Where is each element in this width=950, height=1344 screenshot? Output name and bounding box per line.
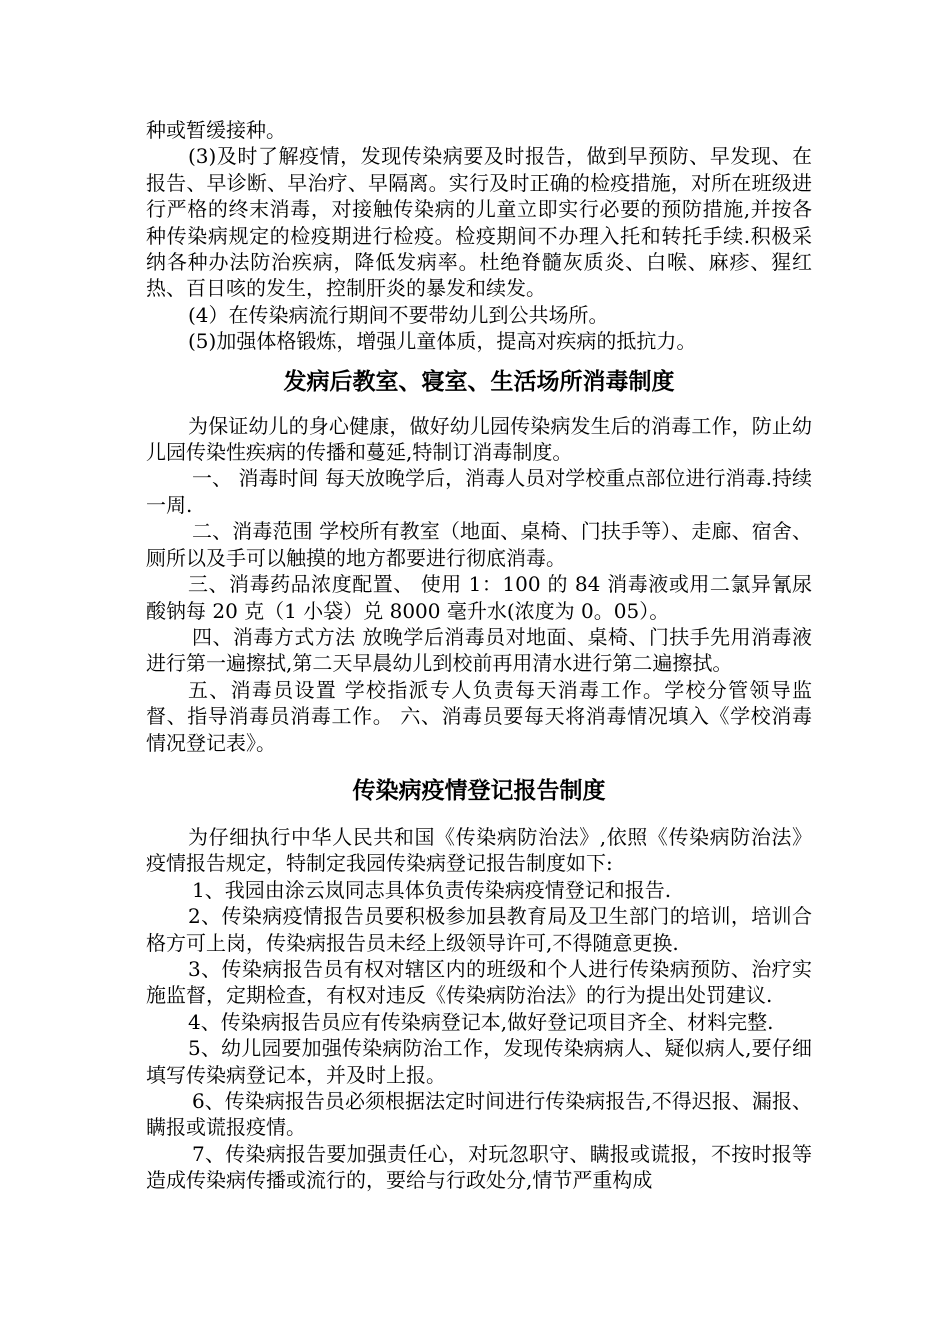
paragraph: (4）在传染病流行期间不要带幼儿到公共场所。 [188, 302, 609, 327]
intro-section [146, 117, 812, 355]
section-heading-reporting: 传染病疫情登记报告制度 [352, 777, 606, 804]
paragraph: (5)加强体格锻炼，增强儿童体质，提高对疾病的抵抗力。 [188, 329, 697, 354]
reporting-section [146, 824, 812, 1194]
paragraph: 一、 消毒时间 每天放晚学后，消毒人员对学校重点部位进行消毒.持续一周. [146, 466, 812, 517]
paragraph: 3、传染病报告员有权对辖区内的班级和个人进行传染病预防、治疗实施监督，定期检查，有权对违反《传染病防治法》的行为提出处罚建议. [146, 956, 812, 1008]
paragraph: 1、我园由涂云岚同志具体负责传染病疫情登记和报告. [192, 877, 672, 902]
paragraph: 5、幼儿园要加强传染病防治工作，发现传染病病人、疑似病人,要仔细填写传染病登记本，并及时上报。 [146, 1036, 812, 1087]
paragraph: 三、消毒药品浓度配置、 使用 1：100 的 84 消毒液或用二氯异氰尿酸钠每 20 克（1 小袋）兑 8000 毫升水(浓度为 0。05）。 [146, 572, 812, 623]
paragraph: 2、传染病疫情报告员要积极参加县教育局及卫生部门的培训，培训合格方可上岗，传染病报告员未经上级领导许可,不得随意更换. [146, 904, 812, 955]
paragraph: 6、传染病报告员必须根据法定时间进行传染病报告,不得迟报、漏报、瞒报或谎报疫情。 [146, 1089, 812, 1140]
paragraph: 4、传染病报告员应有传染病登记本,做好登记项目齐全、材料完整. [188, 1009, 774, 1034]
paragraph: 四、消毒方式方法 放晚学后消毒员对地面、桌椅、门扶手先用消毒液进行第一遍擦拭,第二天早晨幼儿到校前再用清水进行第二遍擦拭。 [146, 624, 812, 676]
disinfection-section [146, 413, 812, 756]
paragraph: 7、传染病报告要加强责任心，对玩忽职守、瞒报或谎报，不按时报等造成传染病传播或流行的，要给与行政处分,情节严重构成 [146, 1141, 812, 1193]
paragraph: 种或暂缓接种。 [146, 118, 286, 142]
paragraph: 为仔细执行中华人民共和国《传染病防治法》,依照《传染病防治法》疫情报告规定，特制定我园传染病登记报告制度如下: [146, 824, 812, 876]
paragraph: 二、消毒范围 学校所有教室（地面、桌椅、门扶手等）、走廊、宿舍、厕所以及手可以触摸的地方都要进行彻底消毒。 [146, 519, 812, 570]
paragraph: 五、消毒员设置 学校指派专人负责每天消毒工作。学校分管领导监督、指导消毒员消毒工作。 六、消毒员要每天将消毒情况填入《学校消毒情况登记表》。 [146, 677, 812, 755]
paragraph: 为保证幼儿的身心健康，做好幼儿园传染病发生后的消毒工作，防止幼儿园传染性疾病的传播和蔓延,特制订消毒制度。 [146, 413, 812, 465]
section-heading-disinfection: 发病后教室、寝室、生活场所消毒制度 [283, 368, 675, 395]
paragraph: (3)及时了解疫情，发现传染病要及时报告，做到早预防、早发现、在报告、早诊断、早治疗、早隔离。实行及时正确的检疫措施，对所在班级进行严格的终末消毒，对接触传染病的儿童立即实行必要的预防措施,并按各种传染病规定的检疫期进行检疫。检疫期间不办理入托和转托手续.积极采纳各种办法防治疾病，降低发病率。杜绝脊髓灰质炎、白喉、麻疹、猩红热、百日咳的发生，控制肝炎的暴发和续发。 [146, 144, 812, 301]
